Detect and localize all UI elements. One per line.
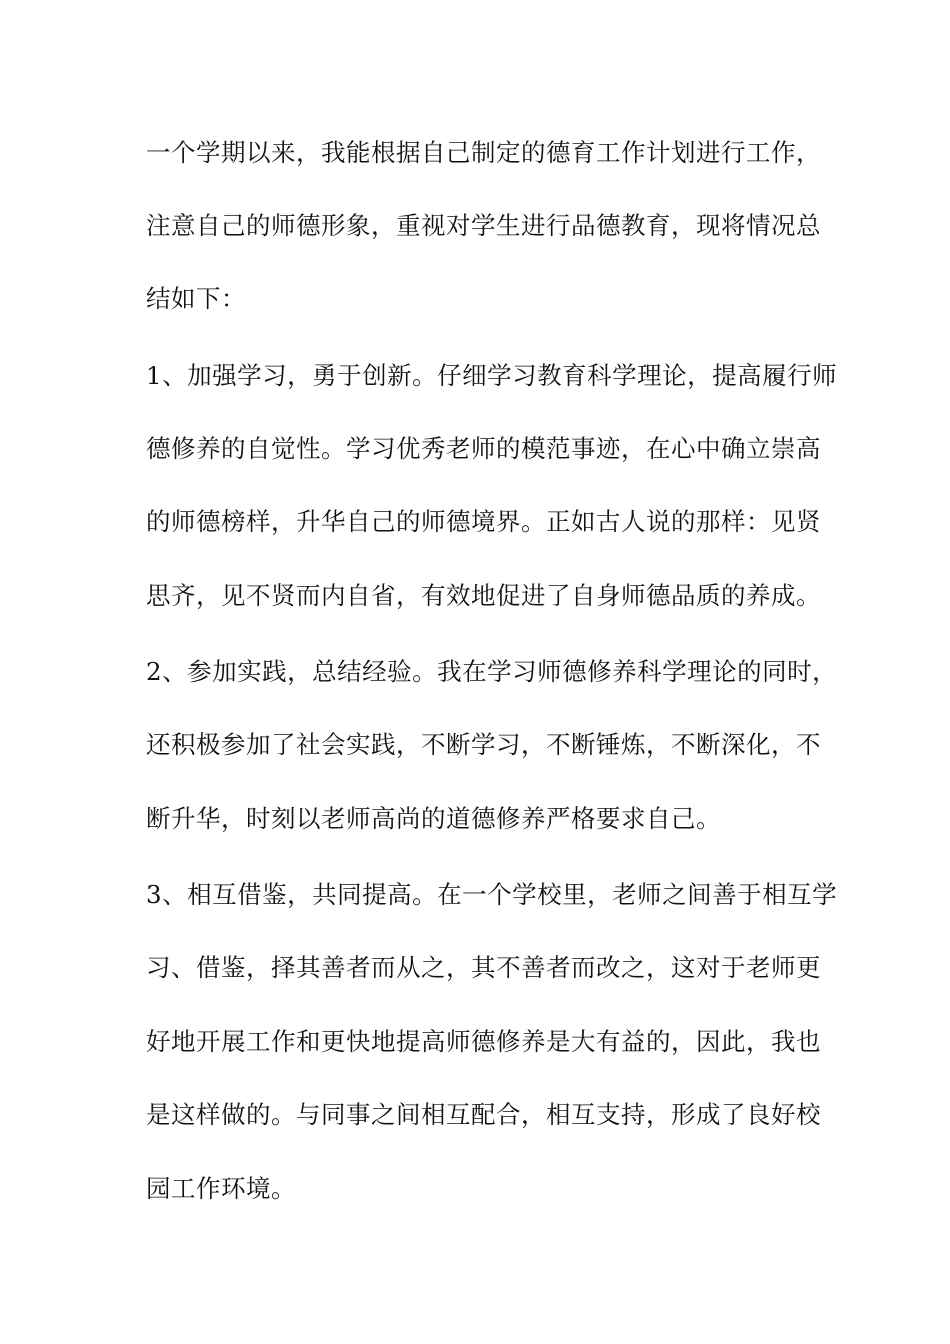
text-line: 注意自己的师德形象，重视对学生进行品德教育，现将情况总 [146, 211, 821, 240]
text-line: 习、借鉴，择其善者而从之，其不善者而改之，这对于老师更 [146, 953, 821, 982]
text-line: 好地开展工作和更快地提高师德修养是大有益的，因此，我也 [146, 1027, 821, 1056]
text-line: 结如下： [146, 284, 246, 313]
text-line: 断升华，时刻以老师高尚的道德修养严格要求自己。 [146, 804, 721, 833]
text-line: 1、加强学习，勇于创新。仔细学习教育科学理论，提高履行师 [146, 361, 838, 390]
text-line: 3、相互借鉴，共同提高。在一个学校里，老师之间善于相互学 [146, 880, 838, 909]
text-line: 还积极参加了社会实践，不断学习，不断锤炼，不断深化，不 [146, 730, 821, 759]
text-line: 一个学期以来，我能根据自己制定的德育工作计划进行工作， [146, 138, 821, 167]
text-line: 园工作环境。 [146, 1174, 296, 1203]
text-line: 2、参加实践，总结经验。我在学习师德修养科学理论的同时， [146, 657, 838, 686]
text-line: 德修养的自觉性。学习优秀老师的模范事迹，在心中确立崇高 [146, 434, 821, 463]
text-line: 的师德榜样，升华自己的师德境界。正如古人说的那样：见贤 [146, 507, 821, 536]
text-line: 思齐，见不贤而内自省，有效地促进了自身师德品质的养成。 [146, 581, 821, 610]
text-line: 是这样做的。与同事之间相互配合，相互支持，形成了良好校 [146, 1100, 821, 1129]
